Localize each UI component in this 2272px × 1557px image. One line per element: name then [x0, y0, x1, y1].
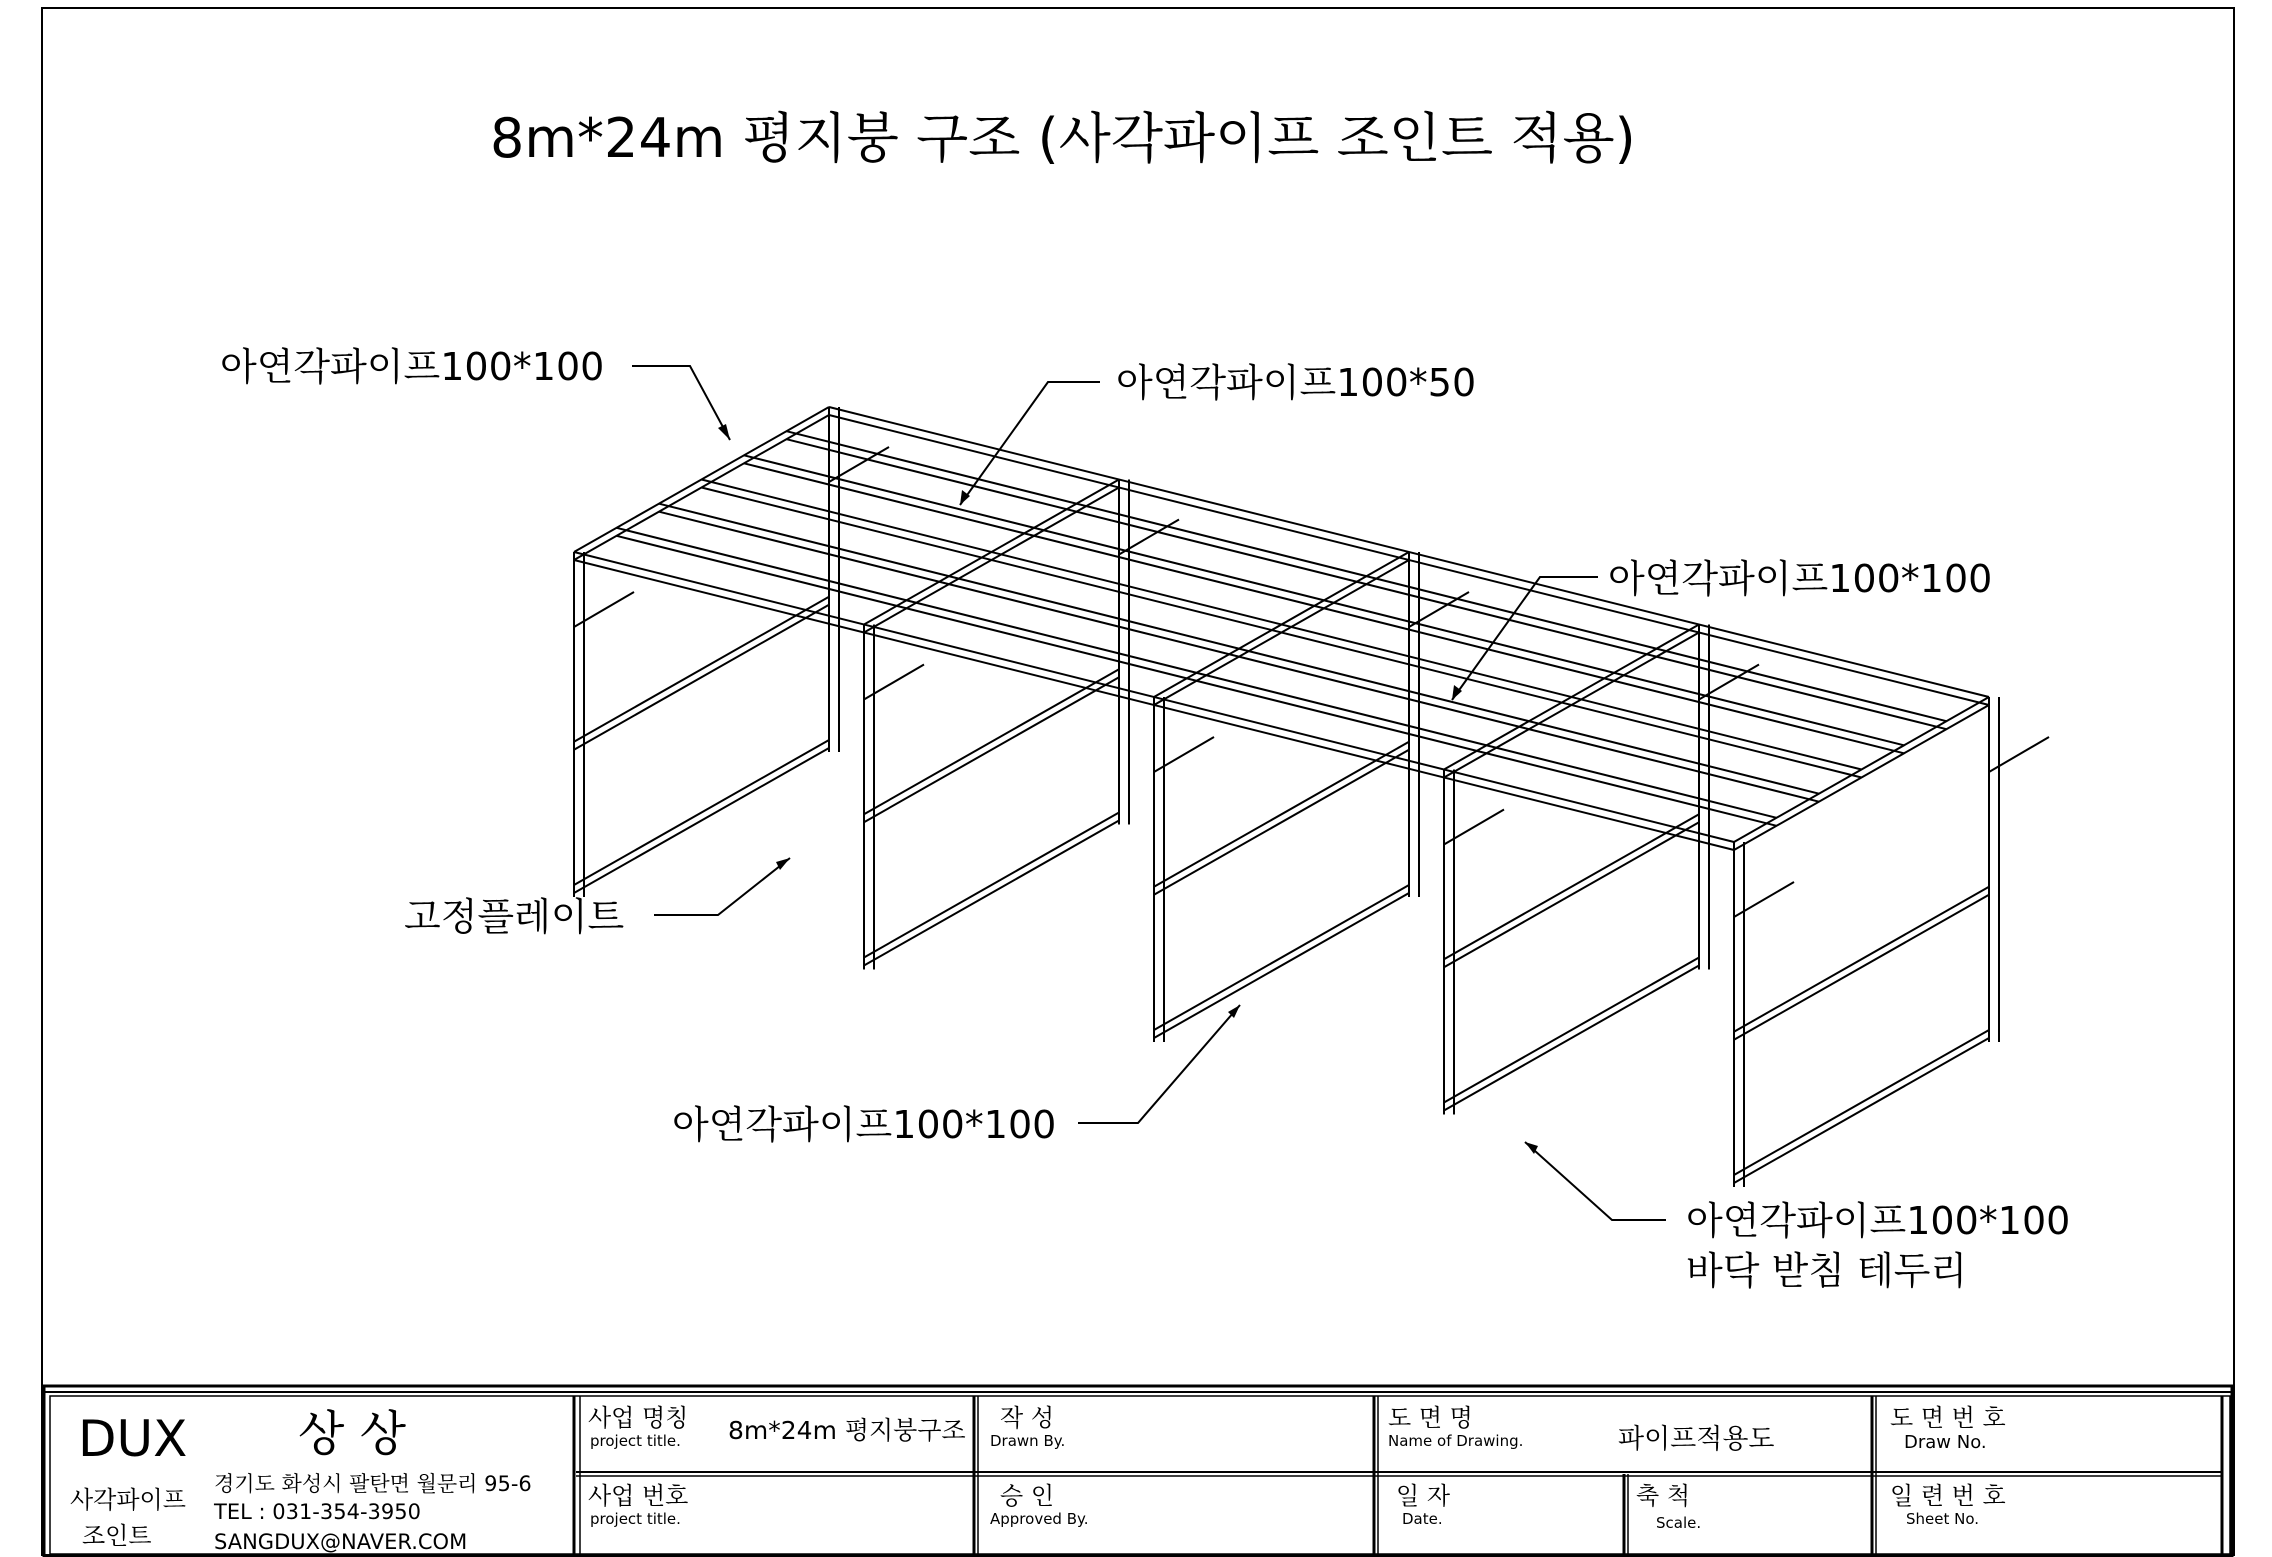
roof-rafter	[1154, 552, 1409, 697]
cross-girt	[1444, 814, 1699, 959]
roof-rafter	[1444, 633, 1699, 778]
base-tie	[1154, 885, 1409, 1030]
roof-rafter	[1154, 560, 1409, 705]
draw-no-label-en: Draw No.	[1904, 1432, 1987, 1453]
leader-base	[1525, 1142, 1666, 1220]
company-brand: DUX	[78, 1410, 188, 1468]
drawing-name-label-en: Name of Drawing.	[1388, 1432, 1524, 1450]
sheet-no-label: 일 련 번 호	[1890, 1482, 2006, 1510]
company-tel: TEL : 031-354-3950	[214, 1500, 421, 1524]
roof-rafter	[1444, 625, 1699, 770]
cross-girt	[1734, 895, 1989, 1040]
callout-bottom: 아연각파이프100*100	[672, 1103, 1057, 1147]
project-name-value: 8m*24m 평지붕구조	[728, 1416, 966, 1445]
base-tie	[1154, 893, 1409, 1038]
base-tie	[864, 821, 1119, 966]
base-tie	[574, 748, 829, 893]
scale-label: 축 척	[1636, 1482, 1690, 1510]
cross-girt	[1444, 822, 1699, 967]
roof-rafter	[864, 488, 1119, 633]
sheet-no-label-en: Sheet No.	[1906, 1510, 1980, 1528]
cross-girt	[1154, 750, 1409, 895]
leader-plate	[654, 858, 790, 915]
cross-girt	[574, 597, 829, 742]
project-no-label-en: project title.	[590, 1510, 681, 1528]
approved-by-label: 승 인	[1000, 1482, 1054, 1510]
roof-rafter	[864, 480, 1119, 625]
company-product: 사각파이프	[70, 1486, 186, 1514]
drawn-by-label-en: Drawn By.	[990, 1432, 1066, 1450]
roof-frame-structure	[574, 407, 2049, 1187]
leader-bottom	[1078, 1005, 1240, 1123]
base-tie	[574, 740, 829, 885]
drawing-name-value: 파이프적용도	[1618, 1424, 1775, 1455]
callout-top-left: 아연각파이프100*100	[220, 345, 605, 389]
callout-fixing-plate: 고정플레이트	[404, 895, 625, 939]
cross-girt	[1734, 887, 1989, 1032]
callout-top-center: 아연각파이프100*50	[1116, 361, 1477, 405]
scale-label-en: Scale.	[1656, 1514, 1702, 1532]
callout-right: 아연각파이프100*100	[1608, 557, 1993, 601]
drawing-title: 8m*24m 평지붕 구조 (사각파이프 조인트 적용)	[490, 107, 1636, 170]
approved-by-label-en: Approved By.	[990, 1510, 1089, 1528]
cross-girt	[574, 605, 829, 750]
base-tie	[864, 813, 1119, 958]
base-tie	[1444, 958, 1699, 1103]
callout-base-line1: 아연각파이프100*100	[1686, 1199, 2071, 1243]
project-name-label-en: project title.	[590, 1432, 681, 1450]
leader-top-left	[632, 366, 730, 440]
base-tie	[1734, 1038, 1989, 1183]
cross-girt	[1154, 742, 1409, 887]
draw-no-label: 도 면 번 호	[1890, 1404, 2006, 1432]
date-label: 일 자	[1396, 1482, 1450, 1510]
cross-girt	[864, 669, 1119, 814]
drawing-name-label: 도 면 명	[1388, 1404, 1473, 1432]
company-name: 상 상	[298, 1406, 406, 1462]
date-label-en: Date.	[1402, 1510, 1443, 1528]
base-tie	[1444, 966, 1699, 1111]
leader-top-center	[960, 382, 1100, 505]
cross-girt	[864, 677, 1119, 822]
project-no-label: 사업 번호	[588, 1482, 689, 1510]
callout-base-line2: 바닥 받침 테두리	[1686, 1249, 1968, 1293]
base-tie	[1734, 1030, 1989, 1175]
drawn-by-label: 작 성	[1000, 1404, 1054, 1432]
sheet-border	[42, 8, 2234, 1555]
company-email: SANGDUX@NAVER.COM	[214, 1530, 468, 1554]
company-address: 경기도 화성시 팔탄면 월문리 95-6	[214, 1472, 532, 1496]
company-product-2: 조인트	[82, 1522, 152, 1550]
project-name-label: 사업 명칭	[588, 1404, 689, 1432]
